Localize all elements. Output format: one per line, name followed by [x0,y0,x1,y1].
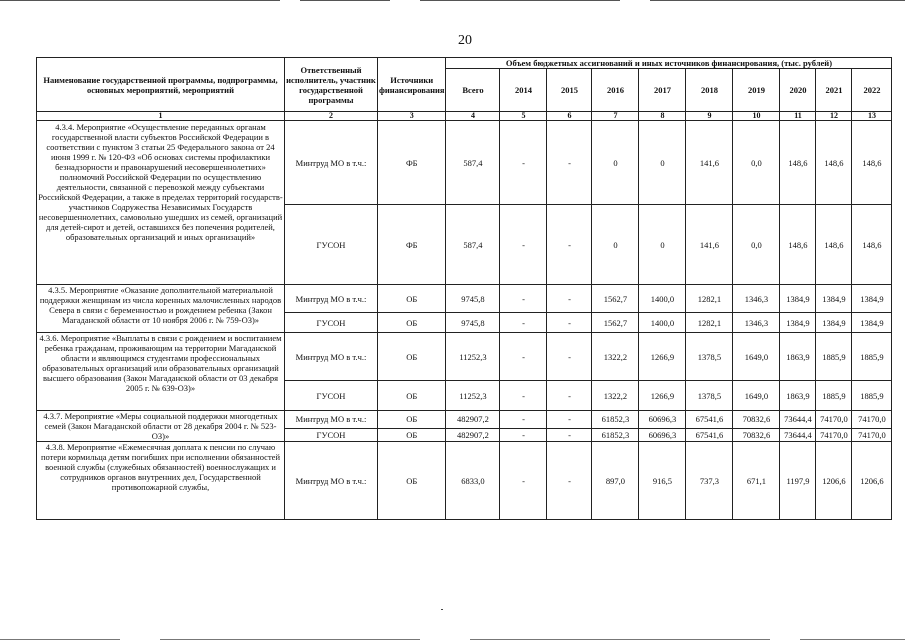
value-cell: 1384,9 [852,285,892,313]
source-cell: ОБ [378,411,446,429]
value-cell: 482907,2 [446,411,500,429]
value-cell: 1206,6 [816,442,852,520]
value-cell: 11252,3 [446,333,500,381]
measure-name-4-3-8: 4.3.8. Мероприятие «Ежемесячная доплата к пенсии по случаю потери кормильца детям погибших при исполнении обязанностей военной службы (служебных обязанностей) военнослужащих и сотрудников органов внутренних дел, Государственной противопожарной службы, [37,442,285,520]
value-cell: 0 [592,121,639,205]
source-cell: ОБ [378,381,446,411]
value-cell: 1649,0 [733,333,780,381]
source-cell: ОБ [378,313,446,333]
value-cell: 70832,6 [733,428,780,441]
scan-speck [441,609,443,610]
value-cell: 1206,6 [852,442,892,520]
value-cell: 1400,0 [639,313,686,333]
value-cell: 9745,8 [446,313,500,333]
value-cell: 6833,0 [446,442,500,520]
value-cell: 141,6 [686,205,733,285]
value-cell: 1384,9 [852,313,892,333]
executor-cell: ГУСОН [285,313,378,333]
source-cell: ОБ [378,333,446,381]
value-cell: - [547,442,592,520]
value-cell: 60696,3 [639,428,686,441]
value-cell: - [500,121,547,205]
value-cell: 1346,3 [733,285,780,313]
header-year-2019: 2019 [733,69,780,112]
value-cell: 73644,4 [780,411,816,429]
header-budget-title: Объем бюджетных ассигнований и иных источников финансирования, (тыс. рублей) [446,58,892,69]
value-cell: 61852,3 [592,428,639,441]
value-cell: 1384,9 [816,285,852,313]
header-executor: Ответственный исполнитель, участник государственной программы [285,58,378,112]
value-cell: 0 [639,121,686,205]
value-cell: 671,1 [733,442,780,520]
value-cell: 1197,9 [780,442,816,520]
header-year-2016: 2016 [592,69,639,112]
executor-cell: Минтруд МО в т.ч.: [285,121,378,205]
value-cell: 0,0 [733,121,780,205]
value-cell: 60696,3 [639,411,686,429]
value-cell: 1384,9 [780,285,816,313]
value-cell: 587,4 [446,121,500,205]
col-num: 6 [547,112,592,121]
header-year-2015: 2015 [547,69,592,112]
value-cell: 1346,3 [733,313,780,333]
value-cell: - [500,205,547,285]
value-cell: 148,6 [852,205,892,285]
col-num: 9 [686,112,733,121]
value-cell: - [500,442,547,520]
header-year-2022: 2022 [852,69,892,112]
value-cell: - [547,333,592,381]
executor-cell: ГУСОН [285,381,378,411]
value-cell: - [500,333,547,381]
col-num: 7 [592,112,639,121]
measure-name-4-3-6: 4.3.6. Мероприятие «Выплаты в связи с рождением и воспитанием ребенка гражданам, проживающим на территории Магаданской области и являющимся студентами профессиональных образовательных организаций или образовательных организаций высшего образования (Закон Магаданской области от 03 декабря 2005 г. № 639-ОЗ)» [37,333,285,411]
col-num: 3 [378,112,446,121]
header-year-2020: 2020 [780,69,816,112]
table-row [37,121,892,205]
executor-cell: Минтруд МО в т.ч.: [285,285,378,313]
value-cell: 1863,9 [780,381,816,411]
value-cell: 0 [639,205,686,285]
value-cell: 70832,6 [733,411,780,429]
header-name: Наименование государственной программы, подпрограммы, основных мероприятий, мероприятий [37,58,285,112]
value-cell: 141,6 [686,121,733,205]
value-cell: 1266,9 [639,333,686,381]
value-cell: - [500,313,547,333]
value-cell: 1562,7 [592,285,639,313]
value-cell: 1885,9 [852,381,892,411]
executor-cell: Минтруд МО в т.ч.: [285,333,378,381]
value-cell: - [500,428,547,441]
source-cell: ОБ [378,428,446,441]
value-cell: 1378,5 [686,333,733,381]
col-num: 4 [446,112,500,121]
col-num: 8 [639,112,686,121]
value-cell: 148,6 [780,121,816,205]
header-year-2021: 2021 [816,69,852,112]
value-cell: 1562,7 [592,313,639,333]
source-cell: ФБ [378,121,446,205]
value-cell: 61852,3 [592,411,639,429]
source-cell: ФБ [378,205,446,285]
value-cell: 74170,0 [816,428,852,441]
scan-top-edge [0,0,905,2]
header-year-2014: 2014 [500,69,547,112]
value-cell: - [547,205,592,285]
executor-cell: Минтруд МО в т.ч.: [285,442,378,520]
value-cell: 587,4 [446,205,500,285]
value-cell: 1885,9 [816,333,852,381]
value-cell: 67541,6 [686,411,733,429]
value-cell: 1378,5 [686,381,733,411]
value-cell: 74170,0 [816,411,852,429]
executor-cell: ГУСОН [285,428,378,441]
value-cell: 1885,9 [852,333,892,381]
value-cell: 0 [592,205,639,285]
value-cell: 0,0 [733,205,780,285]
value-cell: 148,6 [780,205,816,285]
value-cell: 1322,2 [592,381,639,411]
measure-name-4-3-7: 4.3.7. Мероприятие «Меры социальной поддержки многодетных семей (Закон Магаданской области от 28 декабря 2004 г. № 523-ОЗ)» [37,411,285,442]
col-num: 2 [285,112,378,121]
value-cell: - [547,121,592,205]
executor-cell: Минтруд МО в т.ч.: [285,411,378,429]
value-cell: 1863,9 [780,333,816,381]
col-num: 11 [780,112,816,121]
col-num: 10 [733,112,780,121]
source-cell: ОБ [378,285,446,313]
value-cell: - [500,285,547,313]
header-year-2018: 2018 [686,69,733,112]
col-num: 12 [816,112,852,121]
header-source: Источники финансирования [378,58,446,112]
budget-table [36,57,892,520]
measure-name-4-3-4: 4.3.4. Мероприятие «Осуществление переданных органам государственной власти субъектов Российской Федерации в соответствии с пунктом 3 статьи 25 Федерального закона от 24 июня 1999 г. № 120-ФЗ «Об основах системы профилактики безнадзорности и правонарушений несовершеннолетних» полномочий Российской Федерации по осуществлению деятельности, связанной с перевозкой между субъектами Российской Федерации, а также в пределах территорий государств-участников Содружества Независимых Государств несовершеннолетних, самовольно ушедших из семей, организаций для детей-сирот и детей, оставшихся без попечения родителей, образовательных организаций и иных организаций» [37,121,285,285]
column-number-row [37,112,892,121]
value-cell: - [547,313,592,333]
value-cell: 148,6 [852,121,892,205]
source-cell: ОБ [378,442,446,520]
col-num: 1 [37,112,285,121]
value-cell: - [547,285,592,313]
value-cell: 74170,0 [852,411,892,429]
value-cell: 482907,2 [446,428,500,441]
value-cell: 737,3 [686,442,733,520]
value-cell: 1266,9 [639,381,686,411]
header-year-2017: 2017 [639,69,686,112]
value-cell: 916,5 [639,442,686,520]
value-cell: - [500,411,547,429]
value-cell: 11252,3 [446,381,500,411]
table-row [37,333,892,381]
value-cell: 74170,0 [852,428,892,441]
value-cell: 897,0 [592,442,639,520]
value-cell: 1282,1 [686,285,733,313]
value-cell: 1384,9 [816,313,852,333]
value-cell: - [547,428,592,441]
value-cell: 73644,4 [780,428,816,441]
value-cell: 1400,0 [639,285,686,313]
value-cell: - [500,381,547,411]
value-cell: - [547,381,592,411]
value-cell: 1384,9 [780,313,816,333]
page-number: 20 [458,33,472,48]
col-num: 5 [500,112,547,121]
value-cell: 1282,1 [686,313,733,333]
measure-name-4-3-5: 4.3.5. Мероприятие «Оказание дополнительной материальной поддержки женщинам из числа коренных малочисленных народов Севера в связи с беременностью и рождением ребенка (Закон Магаданской области от 10 ноября 2006 г. № 759-ОЗ)» [37,285,285,333]
executor-cell: ГУСОН [285,205,378,285]
value-cell: 1322,2 [592,333,639,381]
value-cell: - [547,411,592,429]
table-row [37,411,892,429]
value-cell: 1649,0 [733,381,780,411]
value-cell: 148,6 [816,205,852,285]
header-year-total: Всего [446,69,500,112]
col-num: 13 [852,112,892,121]
table-row [37,285,892,313]
value-cell: 148,6 [816,121,852,205]
table-row [37,442,892,520]
value-cell: 67541,6 [686,428,733,441]
value-cell: 1885,9 [816,381,852,411]
value-cell: 9745,8 [446,285,500,313]
